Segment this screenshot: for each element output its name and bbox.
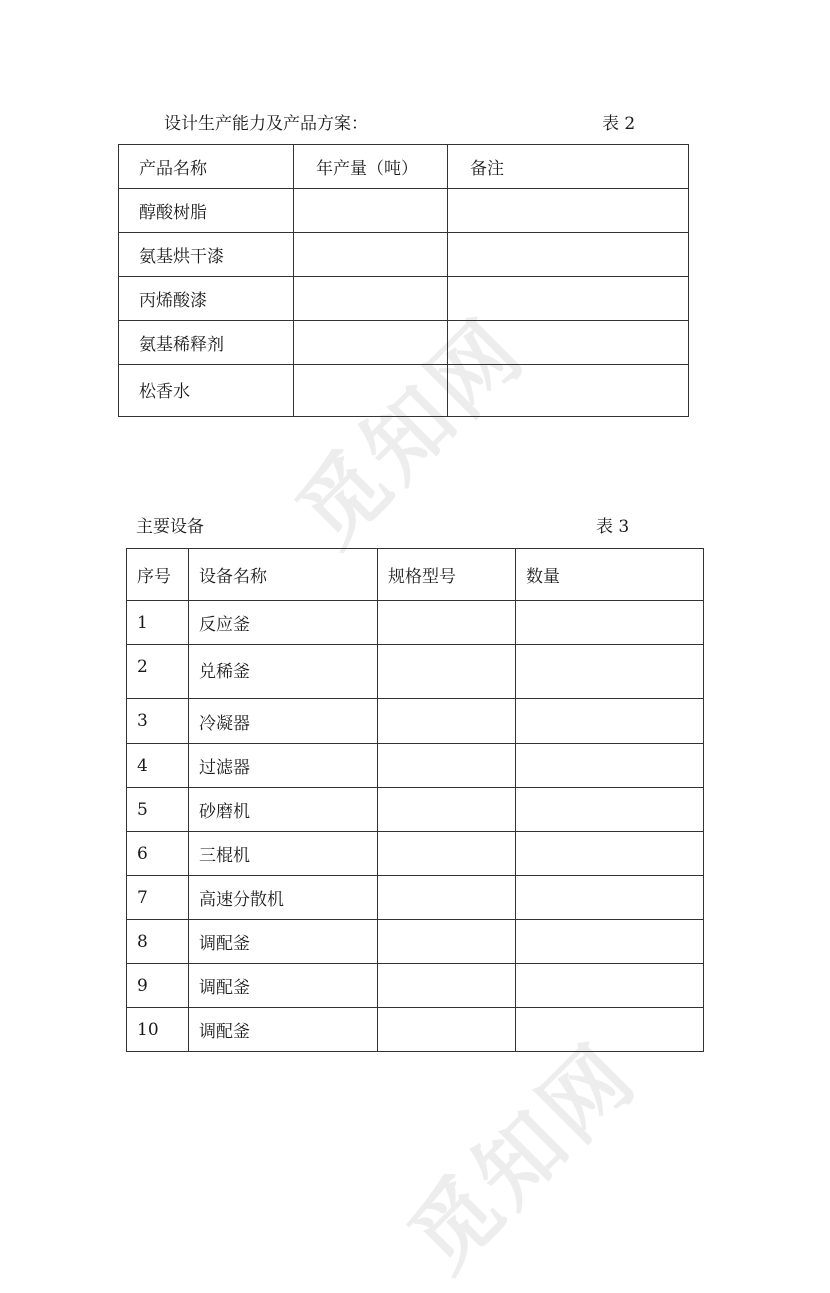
table-header-row	[119, 145, 689, 189]
equipment-name-cell: 过滤器	[189, 744, 378, 788]
header-cell: 年产量（吨）	[294, 145, 448, 189]
product-plan-table	[118, 144, 689, 417]
table-row	[127, 788, 704, 832]
equipment-name-cell: 调配釜	[189, 920, 378, 964]
header-cell: 产品名称	[119, 145, 294, 189]
equipment-name-cell: 调配釜	[189, 964, 378, 1008]
spec-model-cell	[378, 699, 516, 744]
table-row	[119, 233, 689, 277]
remarks-cell	[448, 233, 689, 277]
quantity-cell	[516, 920, 704, 964]
table-row	[127, 601, 704, 645]
annual-output-cell	[294, 233, 448, 277]
table-row	[127, 920, 704, 964]
spec-model-cell	[378, 744, 516, 788]
remarks-cell	[448, 321, 689, 365]
quantity-cell	[516, 876, 704, 920]
quantity-cell	[516, 744, 704, 788]
table-row	[127, 699, 704, 744]
table-row	[119, 277, 689, 321]
header-cell: 序号	[127, 549, 189, 601]
product-name-cell: 氨基烘干漆	[119, 233, 294, 277]
header-cell: 设备名称	[189, 549, 378, 601]
serial-number-cell: 10	[127, 1008, 189, 1052]
equipment-name-cell: 兑稀釜	[189, 645, 378, 699]
table3-caption: 主要设备	[136, 517, 204, 537]
annual-output-cell	[294, 277, 448, 321]
watermark: 觅知网	[390, 1024, 657, 1291]
table-row	[127, 964, 704, 1008]
product-name-cell: 松香水	[119, 365, 294, 417]
quantity-cell	[516, 832, 704, 876]
product-name-cell: 丙烯酸漆	[119, 277, 294, 321]
table-row	[127, 1008, 704, 1052]
serial-number-cell: 1	[127, 601, 189, 645]
spec-model-cell	[378, 601, 516, 645]
spec-model-cell	[378, 920, 516, 964]
table3-number: 表 3	[596, 517, 630, 537]
table-header-row	[127, 549, 704, 601]
quantity-cell	[516, 788, 704, 832]
remarks-cell	[448, 189, 689, 233]
product-name-cell: 醇酸树脂	[119, 189, 294, 233]
table-row	[119, 189, 689, 233]
annual-output-cell	[294, 321, 448, 365]
equipment-name-cell: 调配釜	[189, 1008, 378, 1052]
table-row	[127, 876, 704, 920]
annual-output-cell	[294, 189, 448, 233]
product-name-cell: 氨基稀释剂	[119, 321, 294, 365]
equipment-table	[126, 548, 704, 1052]
table-row	[127, 744, 704, 788]
equipment-name-cell: 砂磨机	[189, 788, 378, 832]
quantity-cell	[516, 645, 704, 699]
serial-number-cell: 8	[127, 920, 189, 964]
watermark: 觅知网	[278, 299, 545, 566]
spec-model-cell	[378, 1008, 516, 1052]
header-cell: 规格型号	[378, 549, 516, 601]
spec-model-cell	[378, 645, 516, 699]
quantity-cell	[516, 601, 704, 645]
equipment-name-cell: 反应釜	[189, 601, 378, 645]
serial-number-cell: 2	[127, 645, 189, 699]
serial-number-cell: 9	[127, 964, 189, 1008]
remarks-cell	[448, 277, 689, 321]
table-row	[127, 645, 704, 699]
spec-model-cell	[378, 832, 516, 876]
table-row	[127, 832, 704, 876]
header-cell: 备注	[448, 145, 689, 189]
remarks-cell	[448, 365, 689, 417]
table-row	[119, 321, 689, 365]
serial-number-cell: 7	[127, 876, 189, 920]
equipment-name-cell: 三棍机	[189, 832, 378, 876]
equipment-name-cell: 冷凝器	[189, 699, 378, 744]
serial-number-cell: 4	[127, 744, 189, 788]
spec-model-cell	[378, 788, 516, 832]
serial-number-cell: 6	[127, 832, 189, 876]
annual-output-cell	[294, 365, 448, 417]
equipment-name-cell: 高速分散机	[189, 876, 378, 920]
table-row	[119, 365, 689, 417]
quantity-cell	[516, 964, 704, 1008]
table2-number: 表 2	[602, 114, 636, 134]
quantity-cell	[516, 1008, 704, 1052]
table2-caption: 设计生产能力及产品方案：	[164, 114, 368, 134]
serial-number-cell: 5	[127, 788, 189, 832]
serial-number-cell: 3	[127, 699, 189, 744]
header-cell: 数量	[516, 549, 704, 601]
spec-model-cell	[378, 876, 516, 920]
spec-model-cell	[378, 964, 516, 1008]
quantity-cell	[516, 699, 704, 744]
